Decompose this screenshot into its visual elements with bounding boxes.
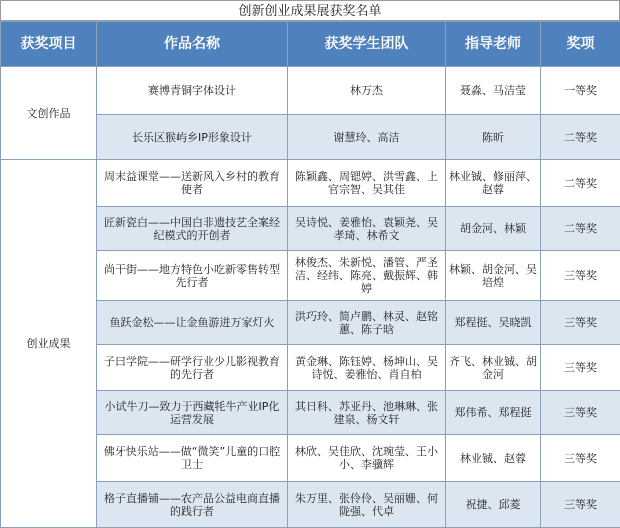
team-cell: 林欣、吴佳欣、沈琬莹、王小小、李骥辉	[288, 435, 446, 482]
work-cell: 佛牙快乐站——做“微笑”儿童的口腔卫士	[97, 435, 288, 482]
header-work-name: 作品名称	[97, 22, 288, 67]
prize-cell: 一等奖	[541, 67, 620, 115]
header-award-item: 获奖项目	[1, 22, 97, 67]
prize-cell: 二等奖	[541, 207, 620, 251]
table-row	[1, 160, 620, 207]
work-cell: 尚干街——地方特色小吃新零售转型先行者	[97, 251, 288, 301]
team-cell: 林俊杰、朱新悦、潘管、严圣洁、经纬、陈亮、戴振辉、韩婷	[288, 251, 446, 301]
advisor-cell: 祝捷、邱菱	[446, 482, 541, 528]
header-advisor: 指导老师	[446, 22, 541, 67]
advisor-cell: 林颖、胡金河、吴培煌	[446, 251, 541, 301]
team-cell: 朱万里、张伶伶、吴丽姗、何陇强、代卓	[288, 482, 446, 528]
team-cell: 陈颖鑫、周锶婷、洪雪鑫、上官宗智、吴其佳	[288, 160, 446, 207]
team-cell: 洪巧玲、简卢鹏、林灵、赵铭蕙、陈子晗	[288, 301, 446, 345]
advisor-cell: 齐飞、林业铖、胡金河	[446, 345, 541, 391]
prize-cell: 三等奖	[541, 391, 620, 435]
advisor-cell: 聂淼、马洁莹	[446, 67, 541, 115]
award-table	[0, 21, 620, 528]
advisor-cell: 郑伟希、郑程挺	[446, 391, 541, 435]
prize-cell: 二等奖	[541, 160, 620, 207]
advisor-cell: 陈昕	[446, 115, 541, 160]
work-cell: 赛博青铜字体设计	[97, 67, 288, 115]
category-cell: 创业成果	[1, 160, 97, 528]
team-cell: 谢慧玲、高洁	[288, 115, 446, 160]
work-cell: 子曰学院——研学行业少儿影视教育的先行者	[97, 345, 288, 391]
team-cell: 其日科、苏亚丹、池琳琳、张建泉、杨文轩	[288, 391, 446, 435]
header-prize: 奖项	[541, 22, 620, 67]
team-cell: 吴诗悦、姜雅怡、袁颖尧、吴孝琦、林希文	[288, 207, 446, 251]
work-cell: 匠新瓷白——中国白非遗技艺全案经纪模式的开创者	[97, 207, 288, 251]
advisor-cell: 林业铖、赵蓉	[446, 435, 541, 482]
advisor-cell: 郑程挺、吴晓凯	[446, 301, 541, 345]
sheet-title: 创新创业成果展获奖名单	[0, 0, 620, 21]
prize-cell: 三等奖	[541, 435, 620, 482]
team-cell: 黄金琳、陈钰婷、杨坤山、吴诗悦、姜雅怡、肖自柏	[288, 345, 446, 391]
team-cell: 林万杰	[288, 67, 446, 115]
prize-cell: 三等奖	[541, 251, 620, 301]
advisor-cell: 林业铖、修丽萍、赵蓉	[446, 160, 541, 207]
prize-cell: 二等奖	[541, 115, 620, 160]
table-row	[1, 67, 620, 115]
category-cell: 文创作品	[1, 67, 97, 160]
advisor-cell: 胡金河、林颖	[446, 207, 541, 251]
prize-cell: 三等奖	[541, 301, 620, 345]
work-cell: 长乐区猴屿乡IP形象设计	[97, 115, 288, 160]
prize-cell: 三等奖	[541, 345, 620, 391]
work-cell: 小试牛刀—致力于西藏牦牛产业IP化运营发展	[97, 391, 288, 435]
work-cell: 格子直播铺——农产品公益电商直播的践行者	[97, 482, 288, 528]
work-cell: 周末益课堂——送新风入乡村的教育使者	[97, 160, 288, 207]
header-student-team: 获奖学生团队	[288, 22, 446, 67]
header-row	[1, 22, 620, 67]
work-cell: 鱼跃金松——让金鱼游进万家灯火	[97, 301, 288, 345]
prize-cell: 三等奖	[541, 482, 620, 528]
